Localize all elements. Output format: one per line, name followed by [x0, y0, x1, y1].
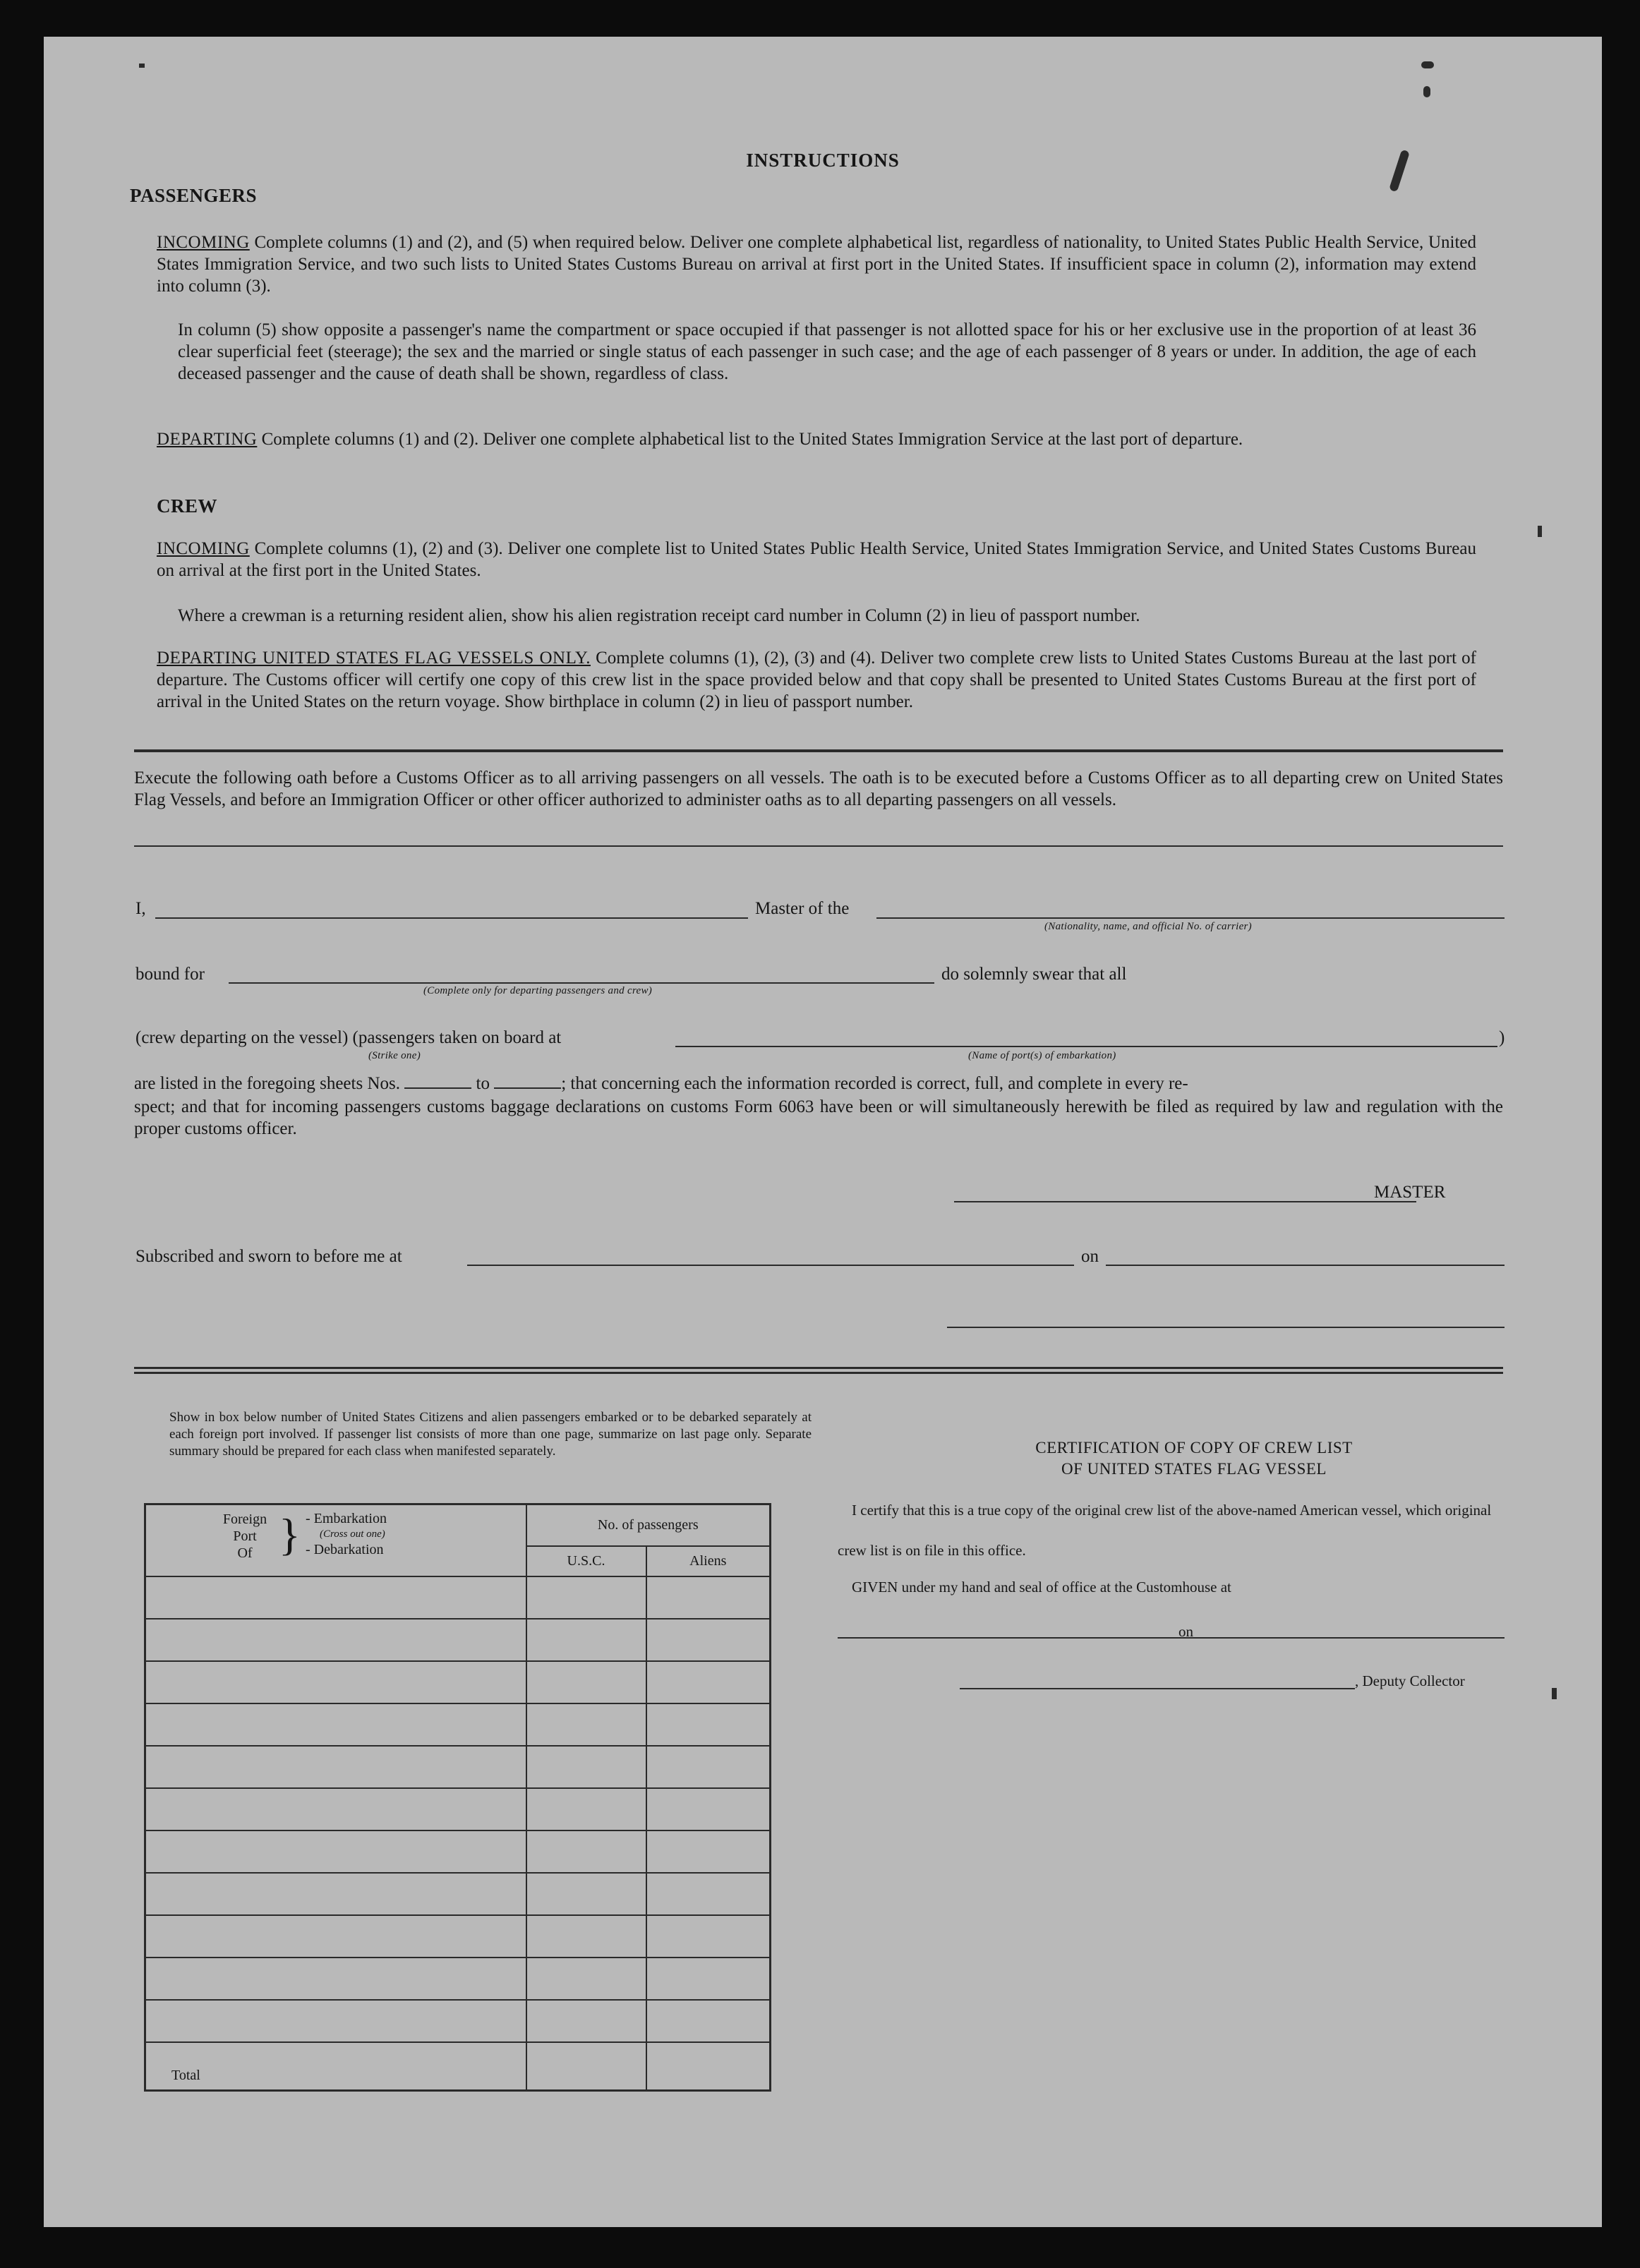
crew-heading: CREW — [157, 495, 218, 517]
sheets-line — [134, 1074, 1503, 1094]
sheets-to: to — [476, 1074, 490, 1093]
header-foreign: Foreign — [222, 1512, 267, 1527]
passengers-heading: PASSENGERS — [130, 185, 258, 206]
bound-for-label: bound for — [135, 965, 205, 984]
summary-instructions: Show in box below number of United States Citizens and alien passengers embarked or to be debarked separately at each foreign port involved. If passenger list consists of more than one page, summarize on last page only. Separate summary should be prepared for each class when manifested separately. — [169, 1410, 812, 1459]
aliens-cell[interactable] — [646, 1576, 771, 1619]
master-of-label: Master of the — [755, 899, 850, 918]
deputy-signature-field[interactable] — [960, 1688, 1355, 1689]
bound-for-note: (Complete only for departing passengers and crew) — [423, 985, 653, 996]
crew-departing-flag-label: DEPARTING UNITED STATES FLAG VESSELS ONLY. — [157, 649, 591, 668]
sheets-prefix: are listed in the foregoing sheets Nos. — [134, 1074, 400, 1093]
port-summary-table — [144, 1503, 771, 2092]
oath-top-rule — [134, 845, 1503, 847]
document-page — [44, 37, 1602, 2227]
crew-incoming-text: Complete columns (1), (2) and (3). Deliver one complete list to United States Public Health Service, United States Immigration Service, and United States Customs Bureau on arrival at the first port in the United States. — [157, 539, 1476, 580]
section-divider — [134, 749, 1503, 752]
table-row — [145, 1576, 771, 1619]
certification-on-label: on — [1178, 1623, 1193, 1640]
table-row — [145, 1958, 771, 2000]
passengers-departing-text: Complete columns (1) and (2). Deliver one complete alphabetical list to the United States Immigration Service at the last port of departure. — [261, 430, 1243, 449]
crew-resident-alien-paragraph: Where a crewman is a returning resident alien, show his alien registration receipt card number in Column (2) in lieu of passport number. — [178, 606, 1140, 625]
passengers-column5-paragraph: In column (5) show opposite a passenger's name the compartment or space occupied if that passenger is not allotted space for his or her exclusive use in the proportion of at least 36 clear superficial feet (steerage); the sex and the married or single status of each passenger in such case; and the age of each passenger of 8 years or under. In addition, the age of each deceased passenger and the cause of death shall be shown, regardless of class. — [178, 320, 1476, 383]
port-cell[interactable] — [145, 1873, 526, 1915]
master-signature-field[interactable] — [954, 1201, 1416, 1202]
lower-divider — [134, 1367, 1503, 1374]
aliens-cell[interactable] — [646, 1746, 771, 1788]
embarkation-ports-field[interactable] — [675, 1046, 1497, 1047]
crew-incoming-paragraph — [157, 538, 1476, 581]
port-cell[interactable] — [145, 1958, 526, 2000]
subscribed-label: Subscribed and sworn to before me at — [135, 1247, 402, 1266]
ink-mark — [1423, 86, 1430, 97]
table-row — [145, 1661, 771, 1703]
aliens-cell[interactable] — [646, 1661, 771, 1703]
total-row — [145, 2042, 771, 2091]
table-row — [145, 1619, 771, 1661]
aliens-cell[interactable] — [646, 1703, 771, 1746]
sheet-from-field[interactable] — [404, 1087, 471, 1089]
port-cell[interactable] — [145, 1661, 526, 1703]
no-passengers-header: No. of passengers — [526, 1504, 771, 1547]
carrier-field[interactable] — [876, 917, 1505, 919]
master-name-field[interactable] — [155, 917, 748, 919]
ports-note: (Name of port(s) of embarkation) — [968, 1050, 1116, 1061]
crew-departing-flag-paragraph — [157, 647, 1476, 713]
aliens-header: Aliens — [646, 1546, 771, 1576]
total-aliens-cell[interactable] — [646, 2042, 771, 2091]
crew-incoming-label: INCOMING — [157, 539, 250, 558]
aliens-cell[interactable] — [646, 2000, 771, 2042]
usc-cell[interactable] — [526, 1830, 646, 1873]
usc-cell[interactable] — [526, 1915, 646, 1958]
header-of: Of — [237, 1545, 253, 1561]
usc-cell[interactable] — [526, 1703, 646, 1746]
usc-cell[interactable] — [526, 1661, 646, 1703]
sworn-location-field[interactable] — [467, 1265, 1074, 1266]
deputy-collector-label: , Deputy Collector — [1355, 1672, 1465, 1689]
sheet-to-field[interactable] — [494, 1087, 561, 1089]
officer-signature-field[interactable] — [947, 1327, 1505, 1328]
usc-header: U.S.C. — [526, 1546, 646, 1576]
usc-cell[interactable] — [526, 1619, 646, 1661]
table-row — [145, 1746, 771, 1788]
header-brace: } — [279, 1509, 301, 1560]
oath-intro-paragraph: Execute the following oath before a Customs Officer as to all arriving passengers on all vessels. The oath is to be executed before a Customs Officer as to all departing crew on United States Flag Vessels, and before an Immigration Officer or other officer authorized to administer oaths as to all departing passengers on all vessels. — [134, 768, 1503, 809]
sheets-continuation: spect; and that for incoming passengers customs baggage declarations on customs Form 6063 have been or will simultaneously herewith be filed as required by law and regulation with the proper customs officer. — [134, 1097, 1503, 1138]
port-cell[interactable] — [145, 1746, 526, 1788]
aliens-cell[interactable] — [646, 1958, 771, 2000]
total-label: Total — [145, 2042, 526, 2091]
aliens-cell[interactable] — [646, 1788, 771, 1830]
port-cell[interactable] — [145, 1830, 526, 1873]
strike-note: (Strike one) — [368, 1050, 421, 1061]
passengers-incoming-text: Complete columns (1) and (2), and (5) when required below. Deliver one complete alphabetical list, regardless of nationality, to United States Public Health Service, United States Immigration Service, and two such lists to United States Customs Bureau on arrival at first port in the United States. If insufficient space in column (2), information may extend into column (3). — [157, 233, 1477, 296]
aliens-cell[interactable] — [646, 1915, 771, 1958]
header-embarkation: - Embarkation — [306, 1511, 387, 1526]
certification-title-line2: OF UNITED STATES FLAG VESSEL — [1061, 1460, 1327, 1478]
aliens-cell[interactable] — [646, 1619, 771, 1661]
strike-options-close: ) — [1499, 1028, 1505, 1047]
sheets-suffix: ; that concerning each the information recorded is correct, full, and complete in every re- — [561, 1074, 1188, 1093]
aliens-cell[interactable] — [646, 1873, 771, 1915]
table-row — [145, 1788, 771, 1830]
table-row — [145, 1915, 771, 1958]
ink-mark — [1421, 61, 1434, 68]
port-cell[interactable] — [145, 1788, 526, 1830]
port-cell[interactable] — [145, 1915, 526, 1958]
certify-text: I certify that this is a true copy of the original crew list of the above-named American vessel, which original crew list is on file in this office. — [838, 1502, 1492, 1559]
certification-date-field[interactable] — [1205, 1637, 1505, 1639]
header-port: Port — [233, 1528, 257, 1544]
port-cell[interactable] — [145, 1619, 526, 1661]
total-usc-cell[interactable] — [526, 2042, 646, 2091]
strike-options-label: (crew departing on the vessel) (passengers taken on board at — [135, 1028, 562, 1047]
ink-mark — [1538, 526, 1542, 537]
header-debarkation: - Debarkation — [306, 1542, 384, 1557]
certification-title-line1: CERTIFICATION OF COPY OF CREW LIST — [1035, 1439, 1353, 1456]
port-cell[interactable] — [145, 1703, 526, 1746]
usc-cell[interactable] — [526, 1788, 646, 1830]
customhouse-field[interactable] — [838, 1637, 1205, 1639]
passengers-departing-paragraph — [157, 428, 1476, 450]
usc-cell[interactable] — [526, 1576, 646, 1619]
usc-cell[interactable] — [526, 1958, 646, 2000]
table-row — [145, 1703, 771, 1746]
sworn-date-field[interactable] — [1106, 1265, 1505, 1266]
aliens-cell[interactable] — [646, 1830, 771, 1873]
table-row — [145, 1873, 771, 1915]
master-label: MASTER — [1374, 1183, 1446, 1202]
given-text: GIVEN under my hand and seal of office at the Customhouse at — [852, 1579, 1231, 1596]
oath-i-label: I, — [135, 899, 146, 918]
certification-title — [884, 1437, 1505, 1480]
usc-cell[interactable] — [526, 1873, 646, 1915]
sworn-on-label: on — [1081, 1247, 1099, 1266]
ink-mark — [1552, 1688, 1557, 1699]
usc-cell[interactable] — [526, 1746, 646, 1788]
swear-label: do solemnly swear that all — [941, 965, 1127, 984]
usc-cell[interactable] — [526, 2000, 646, 2042]
crew-departing-flag-text: Complete columns (1), (2), (3) and (4). Deliver two complete crew lists to United States Customs Bureau at the last port of departure. The Customs officer will certify one copy of this crew list in the space provided below and that copy shall be presented to United States Customs Bureau at the first port of arrival in the United States on the return voyage. Show birthplace in column (2) in lieu of passport number. — [157, 649, 1476, 711]
passengers-departing-label: DEPARTING — [157, 430, 258, 449]
header-cross-out: (Cross out one) — [320, 1528, 385, 1540]
passengers-incoming-label: INCOMING — [157, 233, 250, 252]
page-title: INSTRUCTIONS — [746, 150, 900, 171]
bound-for-field[interactable] — [229, 982, 934, 984]
table-row — [145, 1830, 771, 1873]
passengers-incoming-paragraph — [157, 231, 1476, 297]
port-cell[interactable] — [145, 1576, 526, 1619]
ink-mark — [139, 64, 145, 68]
table-row — [145, 2000, 771, 2042]
foreign-port-header — [145, 1504, 526, 1577]
carrier-note: (Nationality, name, and official No. of carrier) — [1044, 921, 1252, 932]
port-cell[interactable] — [145, 2000, 526, 2042]
